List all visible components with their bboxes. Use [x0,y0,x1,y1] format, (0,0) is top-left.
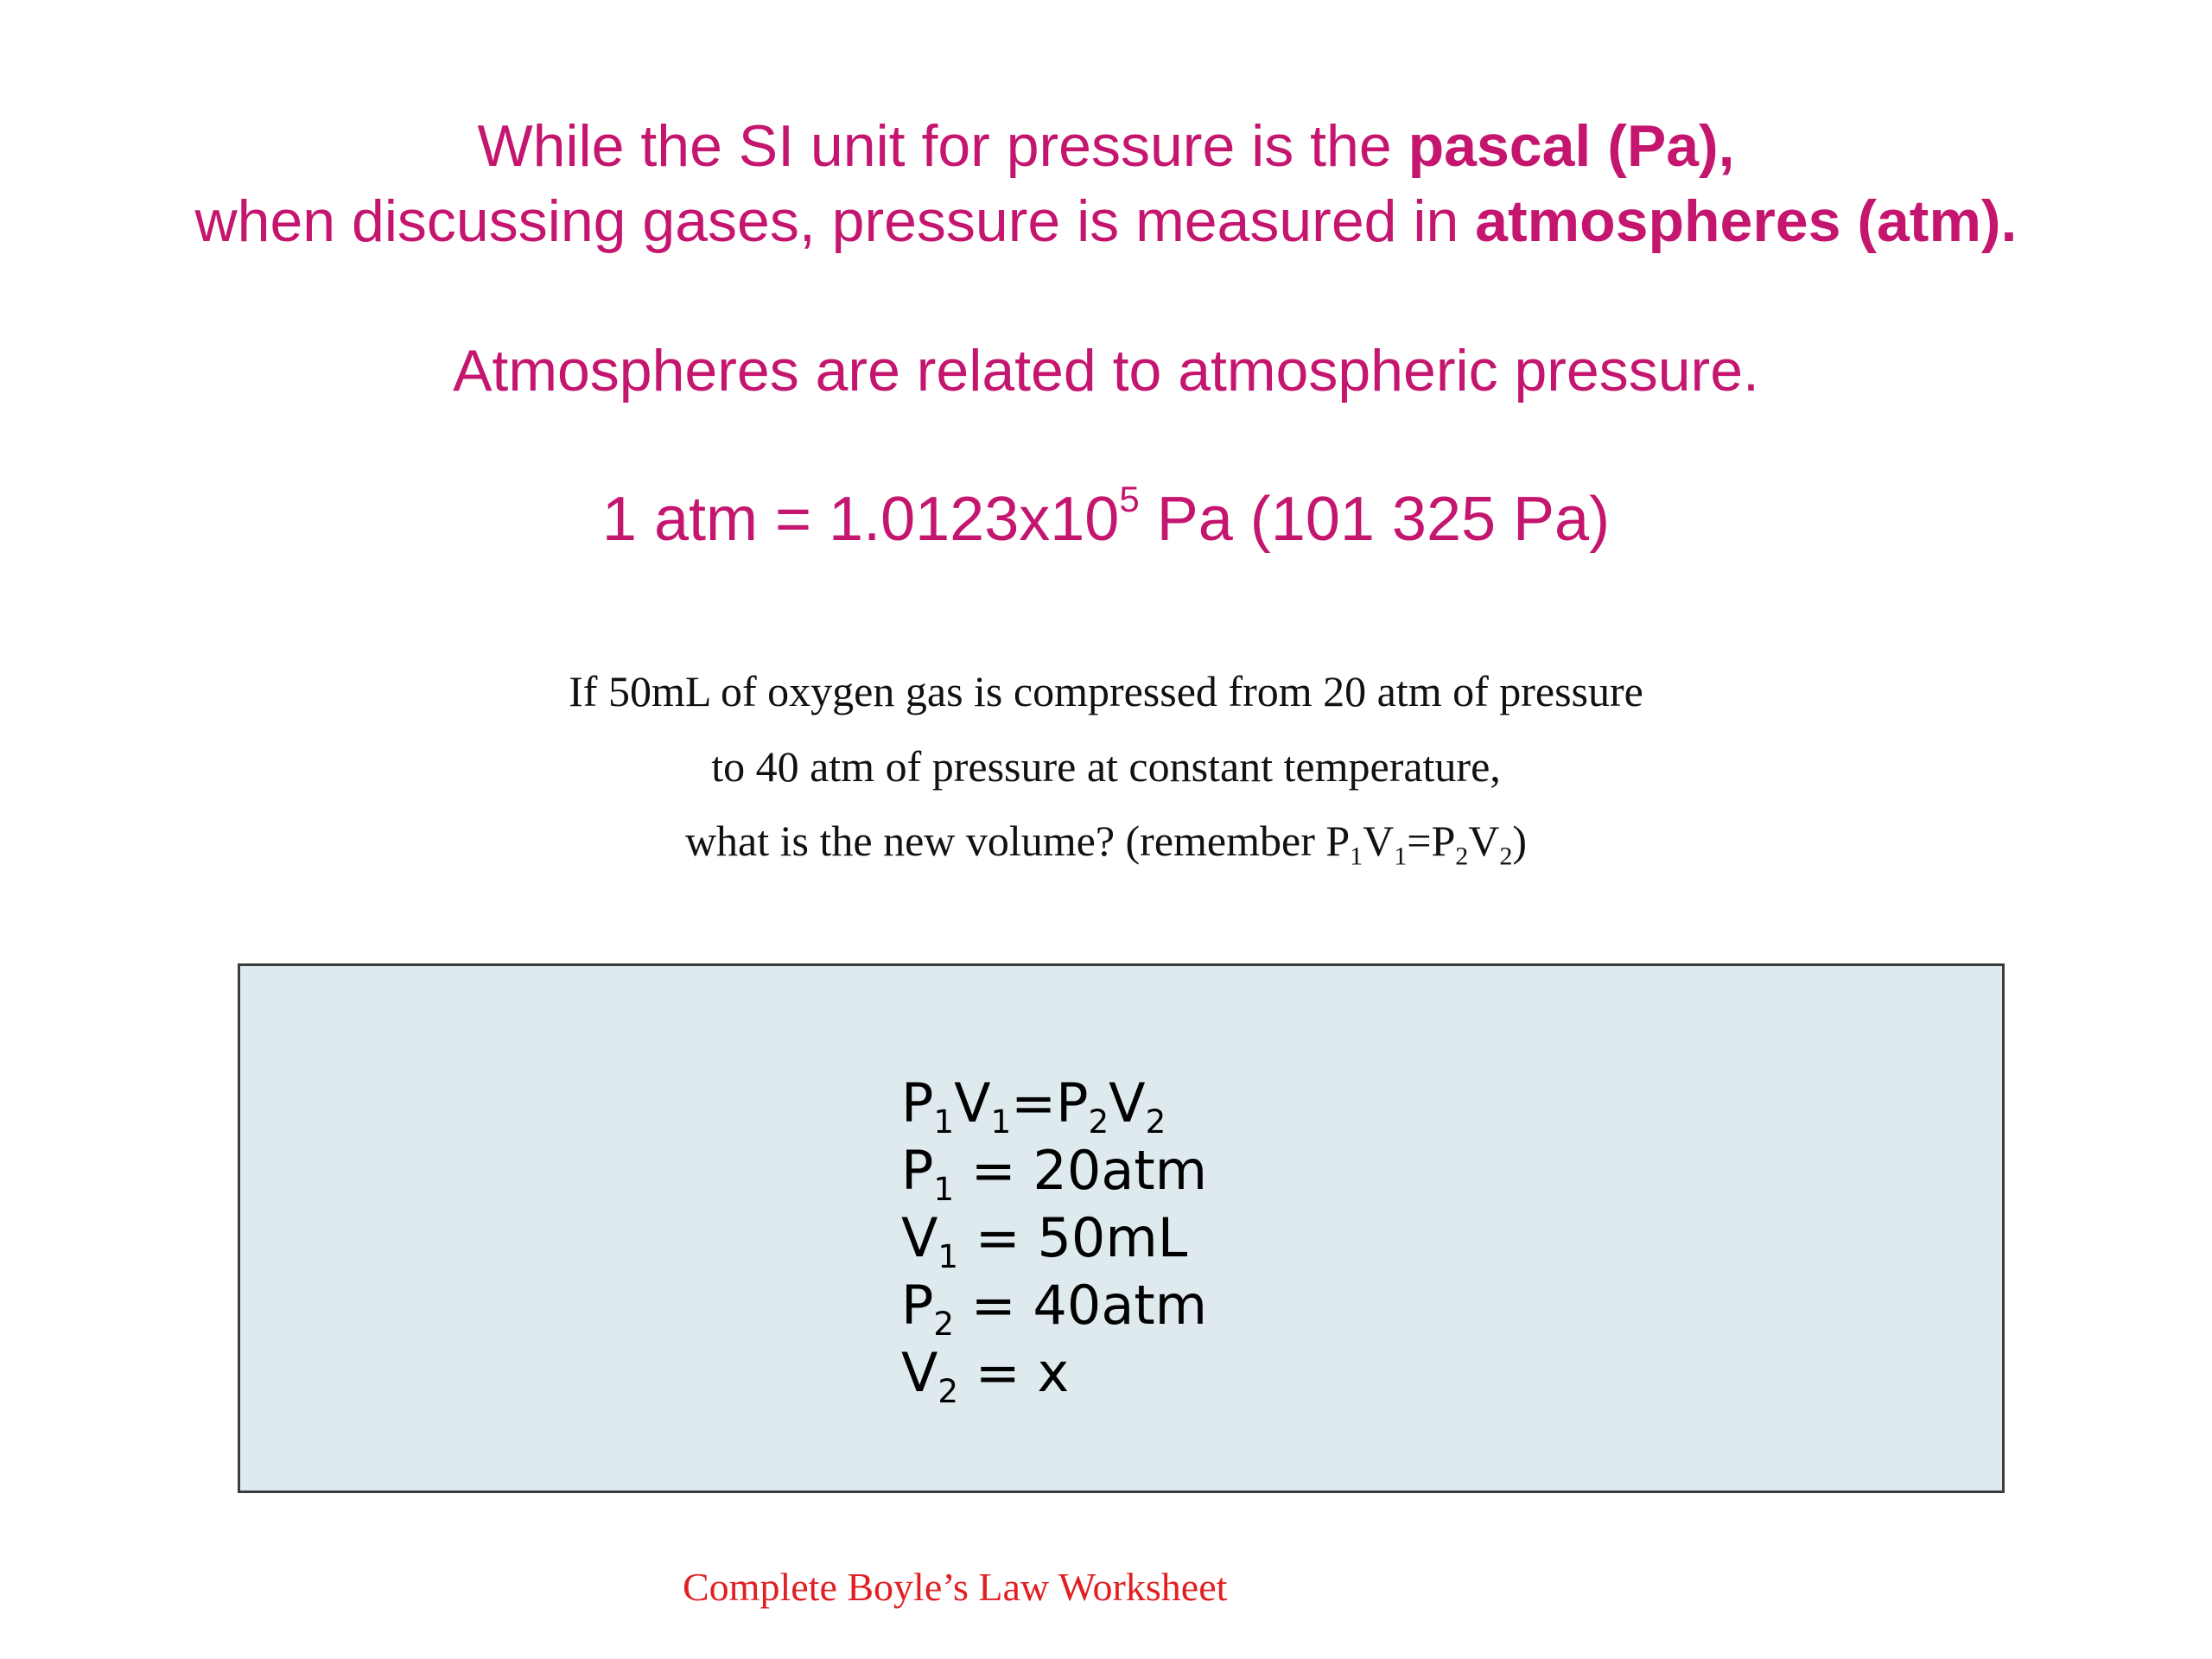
intro-line-1-text: While the SI unit for pressure is the [477,113,1408,179]
worksheet-label: Complete Boyle’s Law Worksheet [683,1565,1228,1609]
boyles-law-formula: $P_1V_1=P_2V_2$ [901,1071,1166,1141]
intro-line-1-bold: pascal (Pa), [1408,113,1735,179]
intro-line-2-text: when discussing gases, pressure is measured in [194,188,1476,254]
question-line-2: to 40 atm of pressure at constant temperature, [711,742,1501,791]
p2-given: $P_2 = 40atm$ [901,1274,1208,1344]
conversion-exponent: 5 [1119,479,1140,519]
v1-given: $V_1 = 50mL$ [901,1206,1188,1276]
question-formula: $P_1V_1=P_2V_2$ [1325,817,1513,871]
conversion-prefix: 1 atm = 1.0123x10 [601,485,1120,554]
question-line-3 [0,817,2212,871]
subheading: Atmospheres are related to atmospheric pressure. [453,338,1759,404]
calculation-block [901,1070,1208,1411]
question-line-3-prefix: what is the new volume? (remember [684,817,1326,865]
question-line-3-suffix: ) [1512,817,1528,865]
intro-line-2-bold: atmospheres (atm). [1475,188,2018,254]
conversion-equation [0,479,2212,554]
conversion-suffix: Pa (101 325 Pa) [1139,485,1611,554]
intro-line-2 [0,188,2212,254]
p1-given: $P_1 = 20atm$ [901,1139,1208,1209]
answer-box [238,963,2005,1493]
v2-unknown: $V_2 = x$ [901,1341,1070,1411]
intro-line-1 [0,113,2212,179]
question-line-1: If 50mL of oxygen gas is compressed from 20 atm of pressure [569,667,1643,715]
